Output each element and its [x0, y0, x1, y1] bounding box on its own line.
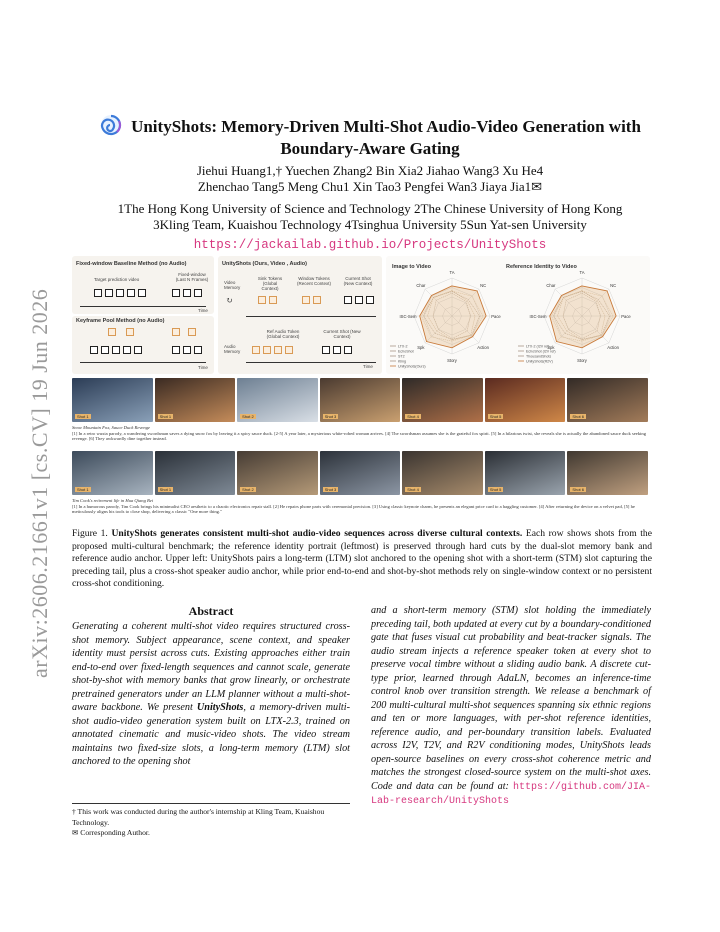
- shot-thumbnail: [155, 378, 236, 422]
- radar-legend-label: UnityShots(R2V): [526, 359, 553, 364]
- shot-thumbnail: [72, 451, 153, 495]
- paper-title: UnityShots: Memory-Driven Multi-Shot Audio-Video Generation with Boundary-Aware Gating: [131, 117, 641, 158]
- radar-axis-label: Char: [546, 282, 556, 288]
- time-axis: [246, 362, 376, 363]
- affiliations-line-2: 3Kling Team, Kuaishou Technology 4Tsinghua University 5Sun Yat-sen University: [153, 217, 587, 232]
- sink-token-box: [258, 296, 266, 304]
- radar-legend-label: EchoShot (I2V ref): [526, 349, 556, 354]
- abstract-system-name: UnityShots: [196, 702, 244, 713]
- radar-axis-label: TA: [449, 270, 455, 275]
- shot-thumbnail: [567, 451, 648, 495]
- audio-current-box: [322, 346, 330, 354]
- authors-line-2: Zhenchao Tang5 Meng Chu1 Xin Tao3 Pengfei Wan3 Jiaya Jia1✉: [197, 179, 543, 194]
- frame-box: [194, 346, 202, 354]
- frame-box: [127, 289, 135, 297]
- strip-2-text: [1] In a humorous parody, Tim Cook brings his minimalist CEO aesthetic to a chaotic electronics repair stall. [2] He repairs phone parts with ceremonial precision. [3] Using classic keynote charm, he presents an elegant price card to a haggling customer. [4] After returning the device on a velvet pad, [5] he meticulously aligns his tools to close shop, delivering a classic "One more thing.": [72, 503, 635, 515]
- radar-axis-label: Story: [447, 358, 457, 363]
- strip-1-caption: [72, 425, 650, 442]
- shot-tag: Shot 5: [489, 414, 502, 419]
- shot-thumbnail: [485, 378, 566, 422]
- frame-box: [90, 346, 98, 354]
- radar-axis-label: Action: [607, 345, 619, 351]
- abstract-left-column: [72, 620, 350, 769]
- time-axis: [80, 306, 206, 307]
- frame-box: [105, 289, 113, 297]
- fixed-window-label: Fixed-window (Last N Frames): [175, 272, 209, 282]
- paper-title-block: [90, 113, 650, 160]
- shot-tag: Shot 3: [324, 487, 337, 492]
- footnote-internship: † This work was conducted during the author's internship at Kling Team, Kuaishou Technology.: [72, 807, 325, 827]
- ref-audio-label: Ref Audio Token (Global Context): [266, 329, 300, 339]
- strip-1-text: [1] In a retro wuxia parody, a wandering swordsman saves a dying snow fox by leaving it a spicy sauce duck. [2-5] A year later, a mysterious white-robed woman arrives. [4] The swordsman assumes she is the grateful fox spirit. [5] In a hilarious twist, she reveals she is actually the abandoned sauce duck seeking revenge. [6] They awkwardly dine together instead.: [72, 430, 646, 442]
- video-memory-label: Video Memory: [224, 280, 241, 290]
- shot-thumbnail: [485, 451, 566, 495]
- project-url-link[interactable]: https://jackailab.github.io/Projects/UnityShots: [193, 238, 547, 252]
- audio-token-box: [263, 346, 271, 354]
- radar-legend-label: UnityShots(Ours): [398, 364, 426, 369]
- shot-thumbnail: [320, 378, 401, 422]
- frame-box: [134, 346, 142, 354]
- keyframe-pool-panel: [72, 316, 214, 374]
- affiliations-line-1: 1The Hong Kong University of Science and Technology 2The Chinese University of Hong Kong: [117, 201, 623, 216]
- current-token-box: [366, 296, 374, 304]
- strip-2-title: Tim Cook's retirement life in Hua Qiang Bei: [72, 498, 154, 503]
- sink-token-box: [269, 296, 277, 304]
- frame-box: [112, 346, 120, 354]
- arxiv-identifier: arXiv:2606.21661v1 [cs.CV] 19 Jun 2026: [27, 288, 52, 678]
- shot-tag: Shot 1: [77, 414, 89, 419]
- affiliations: [70, 201, 670, 233]
- shot-thumbnail: [72, 378, 153, 422]
- audio-current-box: [333, 346, 341, 354]
- frame-box: [138, 289, 146, 297]
- figure-caption-text: Each row shows shots from the proposed multi-cultural benchmark; the reference identity portrait (leftmost) is preserved through hard cuts by the dual-slot memory bank and reference audio anchor. Upper left: UnityShots pairs a long-term (LTM) slot anchored to the opening shot with a short-term (STM) slot capturing the preceding tail, plus a cross-shot speaker audio anchor, while prior end-to-end and shot-by-shot methods rely on single-window context or no persistent cross-shot conditioning.: [72, 528, 652, 589]
- unityshots-panel-title: UnityShots (Ours, Video , Audio): [222, 261, 307, 267]
- code-url-link[interactable]: https://github.com/JIA-Lab-research/UnityShots: [371, 781, 651, 807]
- radar-axis-label: Pace: [621, 314, 631, 319]
- radar-axis-label: Action: [477, 345, 489, 351]
- sink-tokens-label: Sink Tokens (Global Context): [257, 276, 283, 291]
- frame-box: [172, 289, 180, 297]
- abstract-text-1: Generating a coherent multi-shot video requires structured cross-shot memory. Subject appearance, scene context, and speaker identity must persist across cuts. Existing approaches either train end-to-end over fixed-length sequences and cannot scale, generate shot-by-shot with memory banks that grow linearly, or orchestrate pretrained generators under an LLM planner without a multi-shot-aware backbone. We present: [72, 621, 350, 713]
- frame-box: [94, 289, 102, 297]
- radar-axis-label: ISC-Sem: [529, 314, 547, 319]
- shot-tag: Shot 6: [572, 487, 584, 492]
- frame-box: [116, 289, 124, 297]
- audio-current-box: [344, 346, 352, 354]
- radar-axis-label: NC: [480, 282, 487, 288]
- audio-token-box: [252, 346, 260, 354]
- radar-panel: [386, 256, 650, 374]
- shot-tag: Shot 2: [242, 487, 254, 492]
- frame-box: [172, 346, 180, 354]
- radar-series: [420, 286, 486, 348]
- time-label: Time: [198, 365, 208, 370]
- shot-strip-2: [72, 451, 650, 495]
- target-prediction-label: Target prediction video: [94, 277, 140, 282]
- current-token-box: [355, 296, 363, 304]
- figure-1-diagram: [72, 256, 650, 374]
- radar-legend-label: ST2: [398, 354, 405, 359]
- shot-tag: Shot 1: [77, 487, 89, 492]
- time-label: Time: [198, 308, 208, 313]
- radar-legend-label: EchoShot: [398, 349, 414, 354]
- radar-charts: [386, 256, 650, 374]
- authors-line-1: Jiehui Huang1,† Yuechen Zhang2 Bin Xia2 Jiahao Wang3 Xu He4: [196, 163, 544, 178]
- keyframe-box: [172, 328, 180, 336]
- abstract-text-2: , a memory-driven multi-shot audio-video generation system built on LTX-2.3, trained on annotated cinematic and music-video shots. The video stream maintains two fixed-size slots, a long-term memory (LTM) slot anchored to the opening shot: [72, 702, 350, 767]
- spiral-logo-icon: [99, 113, 123, 137]
- abstract-text-3: and a short-term memory (STM) slot holding the immediately preceding tail, both updated at every cut by a boundary-conditioned gate that fuses visual cut probability and beat-tracker signals. The audio stream injects a reference speaker token at every shot to preserve vocal timbre without a sliding audio bank. A discrete cut-type prior, learned through AdaLN, becomes an inference-time control knob over transition strength. We release a benchmark of 200 multi-cultural multi-shot sequences spanning six ethnic regions and ten or more languages, with per-shot reference identities, reference audio, and per-boundary transition labels. Evaluated across I2V, T2V, and R2V conditioning modes, UnityShots leads open-source baselines on every cross-shot coherence metric and matches the strongest closed-source system on the multi-shot axes. Code and data can be found at:: [371, 605, 651, 792]
- fixed-window-panel: [72, 256, 214, 314]
- figure-caption-label: Figure 1.: [72, 528, 108, 539]
- shot-tag: Shot 2: [242, 414, 254, 419]
- shot-tag: Shot 3: [324, 414, 337, 419]
- shot-thumbnail: [567, 378, 648, 422]
- refresh-icon: ↻: [226, 296, 233, 305]
- shot-thumbnail: [155, 451, 236, 495]
- shot-thumbnail: [402, 378, 483, 422]
- keyframe-box: [108, 328, 116, 336]
- radar1-title: Image to Video: [392, 264, 432, 270]
- current-token-box: [344, 296, 352, 304]
- window-tokens-label: Window Tokens (Recent Context): [296, 276, 331, 286]
- shot-thumbnail: [237, 451, 318, 495]
- radar-legend-label: LTX-2: [398, 344, 408, 349]
- strip-1-title: Snow Mountain Fox, Sauce Duck Revenge: [72, 425, 151, 430]
- time-label: Time: [363, 364, 373, 369]
- frame-box: [183, 289, 191, 297]
- frame-box: [101, 346, 109, 354]
- fixed-window-title: Fixed-window Baseline Method (no Audio): [76, 261, 187, 267]
- footnotes: [72, 803, 350, 839]
- frame-box: [123, 346, 131, 354]
- time-axis: [80, 362, 206, 363]
- radar-axis-label: NC: [610, 282, 617, 288]
- current-shot-audio-label: Current Shot (New Context): [323, 329, 361, 339]
- strip-2-caption: [72, 498, 650, 515]
- radar-series: [550, 286, 616, 348]
- shot-thumbnail: [237, 378, 318, 422]
- shot-thumbnail: [402, 451, 483, 495]
- audio-token-box: [285, 346, 293, 354]
- radar2-title: Reference Identity to Video: [506, 264, 577, 270]
- window-token-box: [302, 296, 310, 304]
- shot-tag: Shot 5: [489, 487, 502, 492]
- keyframe-box: [188, 328, 196, 336]
- abstract-right-column: [371, 604, 651, 809]
- frame-box: [194, 289, 202, 297]
- radar-axis-label: Story: [577, 358, 587, 363]
- radar-legend-label: Kling: [398, 359, 406, 364]
- audio-memory-label: Audio Memory: [224, 344, 241, 354]
- keyframe-pool-title: Keyframe Pool Method (no Audio): [76, 318, 165, 324]
- radar-axis-label: Spk: [547, 345, 555, 351]
- figure-caption: [72, 528, 652, 591]
- radar-axis-label: Char: [416, 282, 426, 288]
- radar-axis-label: TA: [579, 270, 585, 275]
- authors: [110, 163, 630, 195]
- audio-token-box: [274, 346, 282, 354]
- current-shot-label: Current Shot (New Context): [343, 276, 373, 286]
- shot-tag: Shot 1: [159, 487, 172, 492]
- shot-tag: Shot 6: [572, 414, 584, 419]
- shot-strip-1: [72, 378, 650, 422]
- frame-box: [183, 346, 191, 354]
- keyframe-box: [126, 328, 134, 336]
- radar-axis-label: Pace: [491, 314, 501, 319]
- figure-caption-bold: UnityShots generates consistent multi-shot audio-video sequences across diverse cultural contexts.: [111, 528, 523, 539]
- abstract-heading: Abstract: [188, 604, 234, 618]
- shot-tag: Shot 4: [407, 487, 419, 492]
- shot-thumbnail: [320, 451, 401, 495]
- radar-legend-label: LTX-2 (I2V ref): [526, 344, 550, 349]
- footnote-corresponding: ✉ Corresponding Author.: [72, 828, 150, 837]
- radar-axis-label: ISC-Sem: [399, 314, 417, 319]
- unityshots-panel: [218, 256, 382, 374]
- window-token-box: [313, 296, 321, 304]
- shot-tag: Shot 1: [159, 414, 172, 419]
- radar-axis-label: Spk: [417, 345, 425, 351]
- time-axis: [246, 316, 376, 317]
- shot-tag: Shot 4: [407, 414, 419, 419]
- radar-legend-label: ThousandShots: [526, 354, 552, 359]
